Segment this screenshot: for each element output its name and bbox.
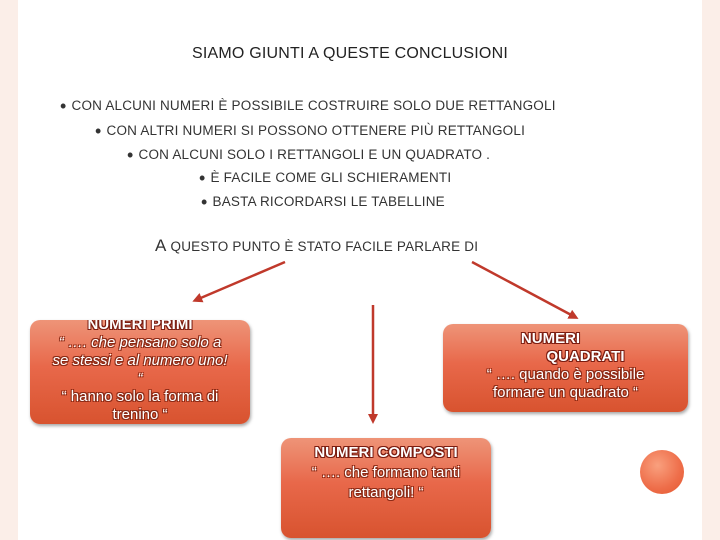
numeri-primi-line-1: “ …. che pensano solo a [58,334,222,351]
bullet-dot: • [201,192,208,212]
numeri-quadrati-box [443,324,688,412]
numeri-quadrati-line-2: formare un quadrato “ [492,384,639,401]
numeri-composti-line-1: “ …. che formano tanti [311,464,461,481]
bullet-dot: • [60,96,67,116]
numeri-primi-box [30,320,250,424]
bullet-text: CON ALCUNI SOLO I RETTANGOLI E UN QUADRATO . [138,147,491,162]
numeri-composti-line-2: rettangoli! “ [348,484,424,501]
subtitle-text: QUESTO PUNTO È STATO FACILE PARLARE DI [166,239,479,254]
numeri-primi-line-4: “ hanno solo la forma di [61,388,219,405]
slide-title: SIAMO GIUNTI A QUESTE CONCLUSIONI [192,45,508,62]
decorative-circle [640,450,684,494]
bullet-text: CON ALCUNI NUMERI È POSSIBILE COSTRUIRE SOLO DUE RETTANGOLI [71,98,556,113]
bullet-text: CON ALTRI NUMERI SI POSSONO OTTENERE PIÙ RETTANGOLI [106,123,526,138]
numeri-primi-line-2: se stessi e al numero uno! [52,352,228,369]
subtitle-initial: A [155,236,167,255]
bullet-dot: • [199,168,206,188]
bullet-text: BASTA RICORDARSI LE TABELLINE [212,194,445,209]
arrow-to-quadrati [472,262,575,317]
numeri-quadrati-line-1: “ …. quando è possibile [486,366,645,383]
numeri-composti-heading: NUMERI COMPOSTI [314,444,458,461]
bullet-text: È FACILE COME GLI SCHIERAMENTI [210,170,452,185]
numeri-quadrati-heading-2: QUADRATI [546,348,625,365]
numeri-composti-box [281,438,491,538]
numeri-quadrati-heading-1: NUMERI [520,330,581,347]
numeri-primi-heading: NUMERI PRIMI [87,320,193,333]
numeri-primi-line-5: trenino “ [112,406,168,423]
bullet-dot: • [127,145,134,165]
bullet-dot: • [95,121,102,141]
arrow-to-primi [196,262,285,300]
numeri-primi-line-3: “ [137,370,143,387]
